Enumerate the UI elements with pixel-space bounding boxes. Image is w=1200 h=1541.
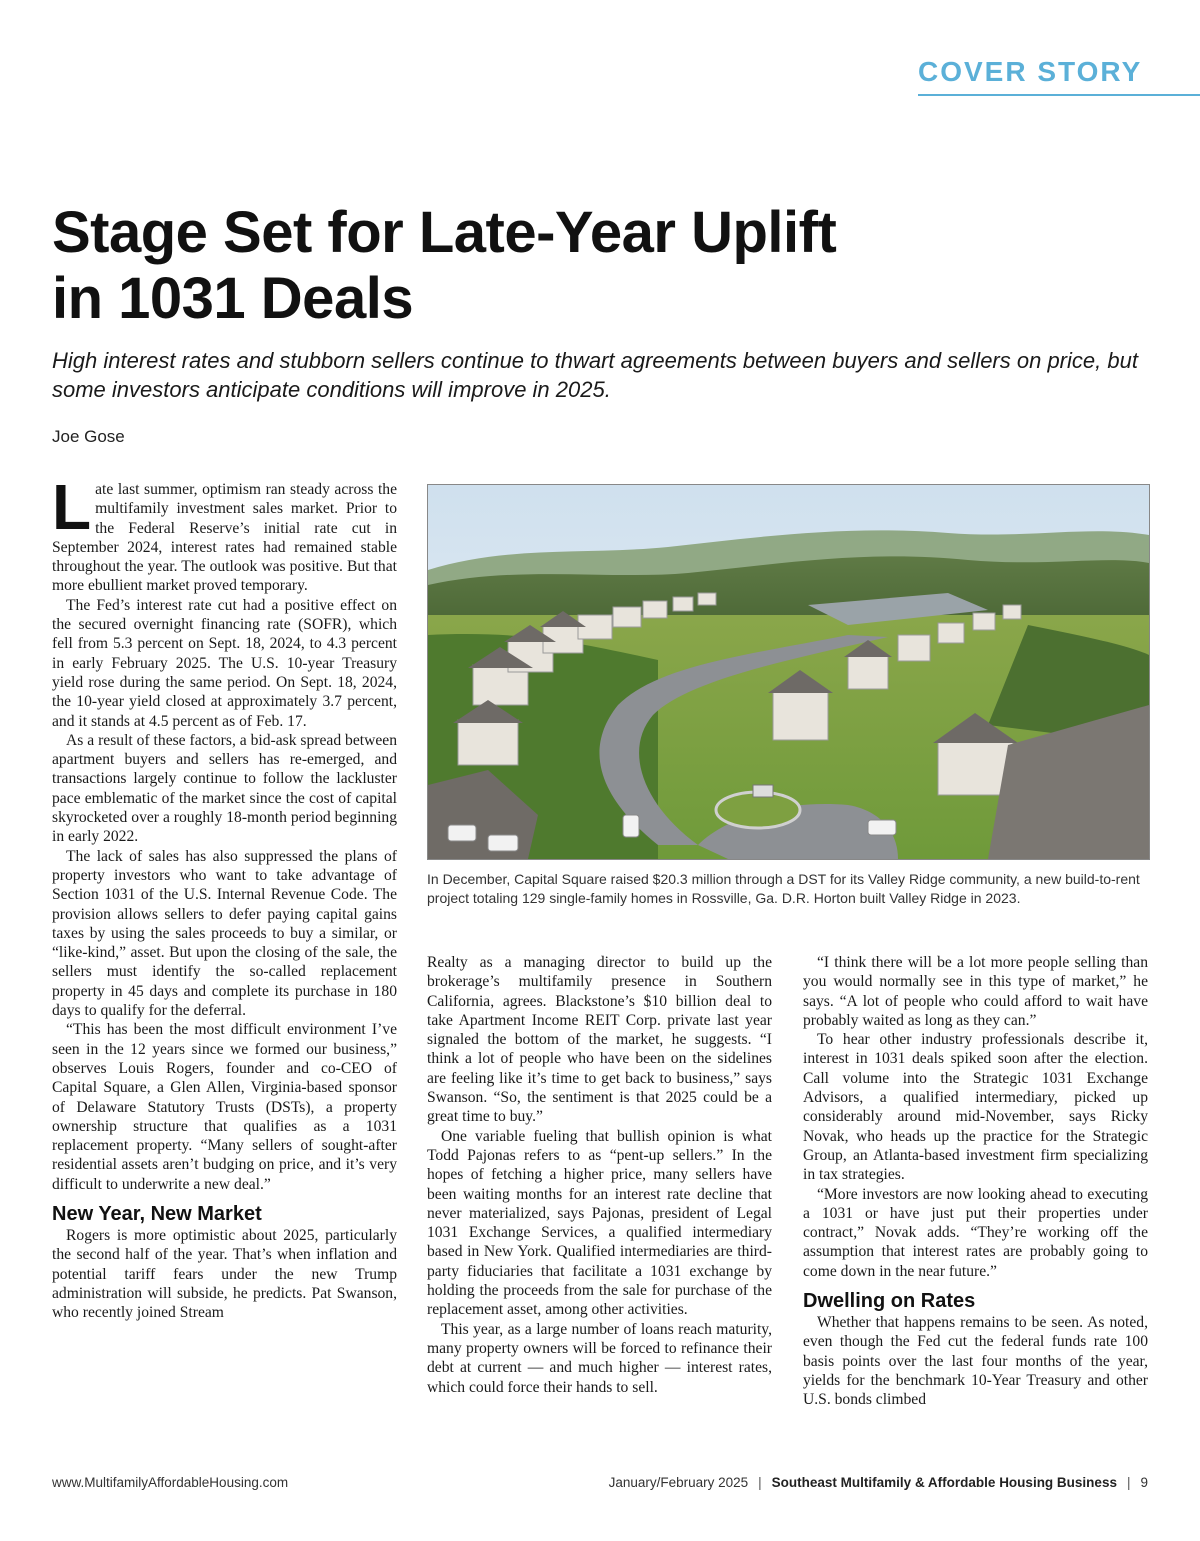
body-paragraph: To hear other industry professionals describe it, interest in 1031 deals spiked soon after the election. Call volume into the Strategic 1031 Exchange Advisors, a qualified intermediary, picked up considerably around mid-November, says Ricky Novak, who heads up the practice for the Strategic Group, an Atlanta-based investment firm specializing in tax strategies. <box>803 1031 1148 1184</box>
footer-url-link[interactable]: www.MultifamilyAffordableHousing.com <box>52 1475 289 1490</box>
footer-separator: | <box>758 1475 762 1490</box>
article-column-3 <box>803 953 1148 1410</box>
article-column-1 <box>52 471 397 1322</box>
body-paragraph: As a result of these factors, a bid-ask spread between apartment buyers and sellers has re-emerged, and transactions largely continue to follow the lackluster pace emblematic of the market since the cost of capital skyrocketed over a roughly 18-month period beginning in early 2022. <box>52 731 397 846</box>
body-paragraph: Rogers is more optimistic about 2025, particularly the second half of the year. That’s when inflation and potential tariff fears under the new Trump administration will subside, he predicts. Pat Swanson, who recently joined Stream <box>52 1226 397 1322</box>
body-paragraph: Realty as a managing director to build up the brokerage’s multifamily presence in Southern California, agrees. Blackstone’s $10 billion deal to take Apartment Income REIT Corp. private last year signaled the bottom of the market, he suggests. “I think a lot of people who have been on the sidelines are feeling like it’s time to get back to business,” says Swanson. “So, the sentiment is that 2025 could be a great time to buy.” <box>427 954 772 1126</box>
body-paragraph: Whether that happens remains to be seen. As noted, even though the Fed cut the federal funds rate 100 basis points over the last four months of the year, yields for the benchmark 10-Year Treasury and other U.S. bonds climbed <box>803 1314 1148 1409</box>
article-photo <box>427 484 1150 860</box>
subhead-dwelling-on-rates: Dwelling on Rates <box>803 1290 976 1313</box>
headline-line-2: in 1031 Deals <box>52 266 414 331</box>
body-paragraph: One variable fueling that bullish opinion is what Todd Pajonas refers to as “pent-up sellers.” In the hopes of fetching a higher price, many sellers have been waiting months for an interest rate decline that never materialized, says Pajonas, president of Legal 1031 Exchange Services, a qualified intermediary based in New York. Qualified intermediaries are third-party fiduciaries that facilitate a 1031 exchange by holding the proceeds from the sale for purchase of the replacement asset, among other activities. <box>427 1127 772 1319</box>
body-paragraph: The Fed’s interest rate cut had a positive effect on the secured overnight financing rate (SOFR), which fell from 5.3 percent on Sept. 18, 2024, to 4.3 percent in early February 2025. The U.S. 10-year Treasury yield rose during the same period. On Sept. 18, 2024, the 10-year yield closed at approximately 3.7 percent, and it stands at 4.5 percent as of Feb. 17. <box>52 596 397 730</box>
body-paragraph: The lack of sales has also suppressed the plans of property investors who want to take advantage of Section 1031 of the U.S. Internal Revenue Code. The provision allows sellers to defer paying capital gains taxes by using the sales proceeds to buy a similar, or “like-kind,” asset. But upon the closing of the sale, the sellers must identify the so-called replacement property in 45 days and complete its purchase in 180 days to qualify for the deferral. <box>52 847 397 1020</box>
byline: Joe Gose <box>52 427 125 446</box>
aerial-neighborhood-image <box>428 485 1149 859</box>
footer-publication: Southeast Multifamily & Affordable Housing Business <box>771 1475 1117 1490</box>
section-tag: COVER STORY <box>918 56 1200 96</box>
subhead-new-year: New Year, New Market <box>52 1202 262 1225</box>
article-column-2 <box>427 953 772 1397</box>
footer-right <box>609 1475 1148 1490</box>
body-paragraph: This year, as a large number of loans reach maturity, many property owners will be forced to refinance their debt at current — and much higher — interest rates, which could force their hands to sell. <box>427 1320 772 1396</box>
headline-line-1: Stage Set for Late-Year Uplift <box>52 200 837 265</box>
drop-cap: L <box>52 471 92 543</box>
body-paragraph <box>52 471 397 596</box>
page-number: 9 <box>1140 1475 1148 1490</box>
footer-separator: | <box>1126 1475 1131 1490</box>
body-paragraph: “I think there will be a lot more people selling than you would normally see in this type of market,” he says. “A lot of people who could afford to wait have probably waited as long as they can.” <box>803 954 1148 1029</box>
body-paragraph: “This has been the most difficult environment I’ve seen in the 12 years since we formed our business,” observes Louis Rogers, founder and co-CEO of Capital Square, a Glen Allen, Virginia-based sponsor of Delaware Statutory Trusts (DSTs), a property ownership structure that qualifies as a 1031 replacement property. “Many sellers of sought-after residential assets aren’t budging on price, and it’s very difficult to underwrite a new deal.” <box>52 1021 397 1193</box>
article-dek: High interest rates and stubborn sellers continue to thwart agreements between buyers and sellers on price, but some investors anticipate conditions will improve in 2025. <box>52 348 1138 402</box>
body-paragraph: “More investors are now looking ahead to executing a 1031 or have just put their properties under contract,” Novak adds. “They’re working off the assumption that interest rates are probably going to come down in the near future.” <box>803 1185 1148 1280</box>
photo-caption: In December, Capital Square raised $20.3 million through a DST for its Valley Ridge community, a new build-to-rent project totaling 129 single-family homes in Rossville, Ga. D.R. Horton built Valley Ridge in 2023. <box>427 871 1140 906</box>
paragraph-text: ate last summer, optimism ran steady across the multifamily investment sales market. Prior to the Federal Reserve’s initial rate cut in September 2024, interest rates had remained stable throughout the year. The outlook was positive. But that more ebullient market proved temporary. <box>52 481 397 595</box>
article-headline <box>52 200 1152 332</box>
footer-issue: January/February 2025 <box>608 1475 749 1490</box>
